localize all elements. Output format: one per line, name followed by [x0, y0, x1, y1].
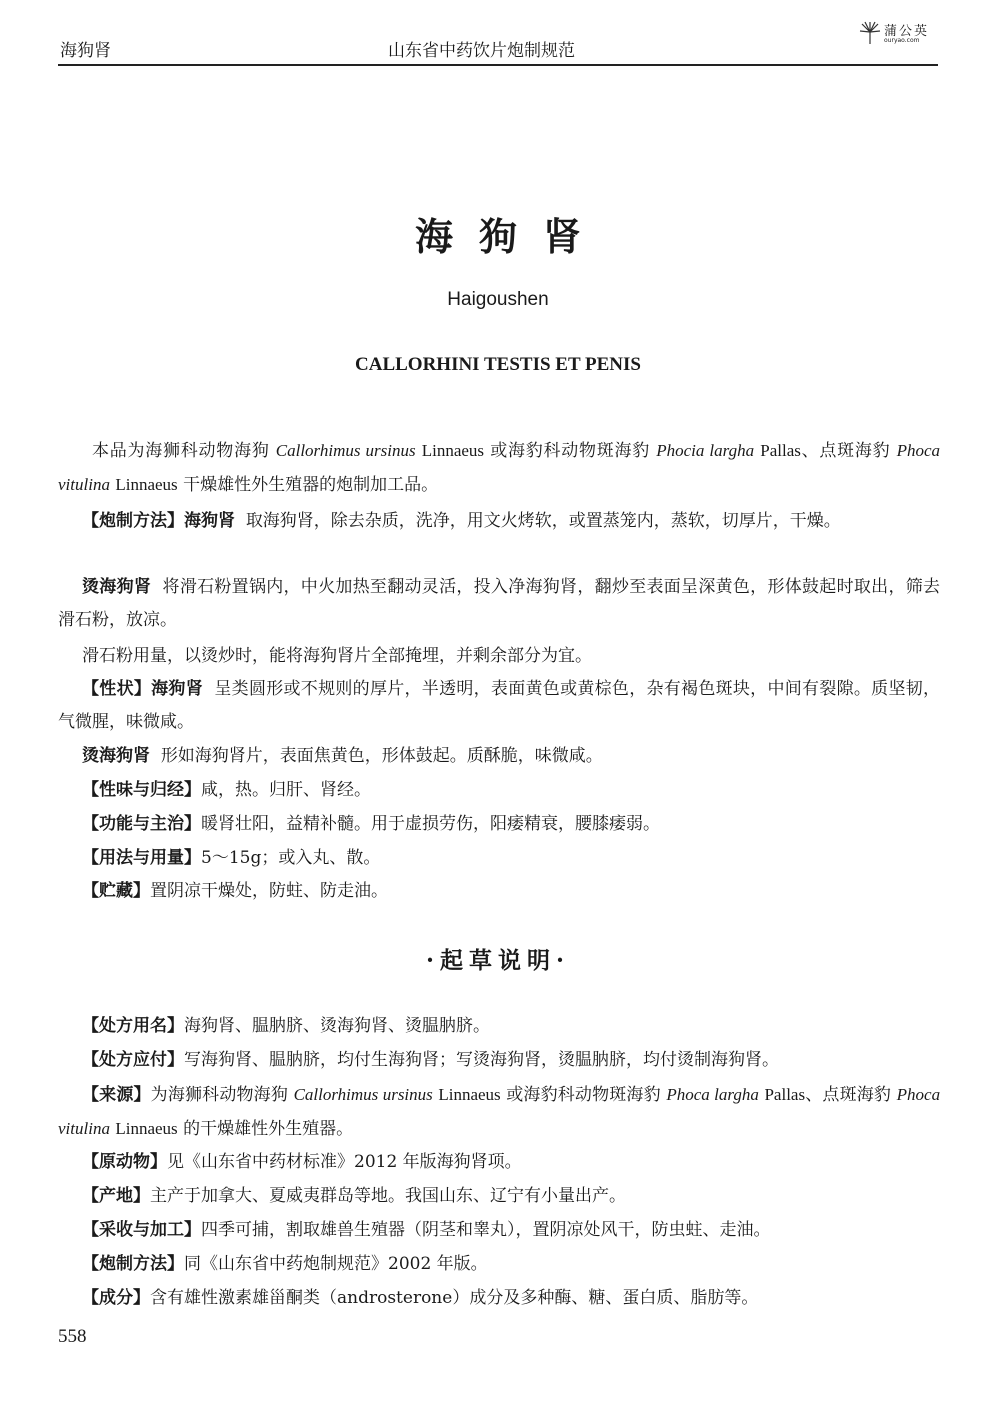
- animal-paragraph: 【原动物】见《山东省中药材标准》2012 年版海狗肾项。: [82, 1152, 522, 1172]
- section-label: 【产地】: [82, 1186, 150, 1206]
- subsection-label: 烫海狗肾: [82, 577, 152, 597]
- header-section-name: 海狗肾: [60, 41, 111, 61]
- pinyin-title: Haigoushen: [447, 289, 549, 310]
- section-label: 【处方用名】: [82, 1016, 184, 1036]
- rx-names-paragraph: 【处方用名】海狗肾、腽肭脐、烫海狗肾、烫腽肭脐。: [82, 1016, 490, 1036]
- intro-paragraph: 本品为海狮科动物海狗 Callorhimus ursinus Linnaeus 或海豹科动物斑海豹 Phocia largha Pallas、点斑海豹 Phoca vitulina Linnaeus 干燥雄性外生殖器的炮制加工品。: [58, 441, 941, 495]
- processing2-paragraph: 【炮制方法】同《山东省中药炮制规范》2002 年版。: [82, 1254, 488, 1274]
- section-label: 【来源】: [82, 1085, 151, 1105]
- function-paragraph: 【功能与主治】暖肾壮阳，益精补髓。用于虚损劳伤，阳痿精衰，腰膝痿弱。: [82, 814, 660, 834]
- section-label: 【用法与用量】: [82, 848, 201, 868]
- page-title: 海狗肾: [414, 214, 607, 259]
- harvest-paragraph: 【采收与加工】四季可捕，割取雄兽生殖器（阴茎和睾丸），置阴凉处风干，防虫蛀、走油。: [82, 1220, 771, 1240]
- publisher-logo: [858, 20, 938, 48]
- rx-dispense-paragraph: 【处方应付】写海狗肾、腽肭脐，均付生海狗肾；写烫海狗肾，烫腽肭脐，均付烫制海狗肾。: [82, 1050, 779, 1070]
- dandelion-icon: [858, 20, 882, 46]
- page-number: 558: [58, 1326, 87, 1347]
- processing-paragraph: 【炮制方法】海狗肾 取海狗肾，除去杂质，洗净，用文火烤软，或置蒸笼内，蒸软，切厚片，干燥。: [82, 511, 841, 531]
- components-paragraph: 【成分】含有雄性激素雄甾酮类（androsterone）成分及多种酶、糖、蛋白质、脂肪等。: [82, 1288, 759, 1308]
- section-label: 【功能与主治】: [82, 814, 201, 834]
- latin-title: CALLORHINI TESTIS ET PENIS: [355, 354, 641, 375]
- origin-paragraph: 【产地】主产于加拿大、夏威夷群岛等地。我国山东、辽宁有小量出产。: [82, 1186, 626, 1206]
- section-label: 【炮制方法】: [82, 1254, 184, 1274]
- drafting-notes-title: ·起草说明·: [425, 947, 570, 974]
- running-header: [58, 28, 938, 66]
- subsection-label: 海狗肾: [151, 679, 203, 699]
- section-label: 【处方应付】: [82, 1050, 184, 1070]
- logo-text-cn: 蒲公英: [884, 24, 930, 39]
- tang-character-paragraph: 烫海狗肾 形如海狗肾片，表面焦黄色，形体鼓起。质酥脆，味微咸。: [82, 746, 603, 766]
- storage-paragraph: 【贮藏】置阴凉干燥处，防蛀、防走油。: [82, 881, 388, 901]
- source-paragraph: 【来源】为海狮科动物海狗 Callorhimus ursinus Linnaeus 或海豹科动物斑海豹 Phoca largha Pallas、点斑海豹 Phoca vitulina Linnaeus 的干燥雄性外生殖器。: [58, 1085, 941, 1139]
- section-label: 【性味与归经】: [82, 780, 201, 800]
- section-label: 【性状】: [82, 679, 152, 699]
- header-book-title: 山东省中药饮片炮制规范: [388, 41, 575, 61]
- usage-paragraph: 【用法与用量】5～15g；或入丸、散。: [82, 848, 381, 868]
- tang-processing-paragraph: 烫海狗肾 将滑石粉置锅内，中火加热至翻动灵活，投入净海狗肾，翻炒至表面呈深黄色，形体鼓起时取出，筛去滑石粉，放凉。: [58, 577, 941, 630]
- section-label: 【原动物】: [82, 1152, 167, 1172]
- subsection-label: 海狗肾: [184, 511, 235, 531]
- section-label: 【采收与加工】: [82, 1220, 201, 1240]
- character-paragraph: 【性状】海狗肾 呈类圆形或不规则的厚片，半透明，表面黄色或黄棕色，杂有褐色斑块，中间有裂隙。质坚韧，气微腥，味微咸。: [58, 679, 941, 732]
- section-label: 【炮制方法】: [82, 511, 184, 531]
- talc-note-paragraph: 滑石粉用量，以烫炒时，能将海狗肾片全部掩埋，并剩余部分为宜。: [82, 646, 592, 666]
- section-label: 【成分】: [82, 1288, 150, 1308]
- logo-text-en: ouryao.com: [884, 37, 920, 44]
- section-label: 【贮藏】: [82, 881, 150, 901]
- nature-paragraph: 【性味与归经】咸，热。归肝、肾经。: [82, 780, 371, 800]
- subsection-label: 烫海狗肾: [82, 746, 150, 766]
